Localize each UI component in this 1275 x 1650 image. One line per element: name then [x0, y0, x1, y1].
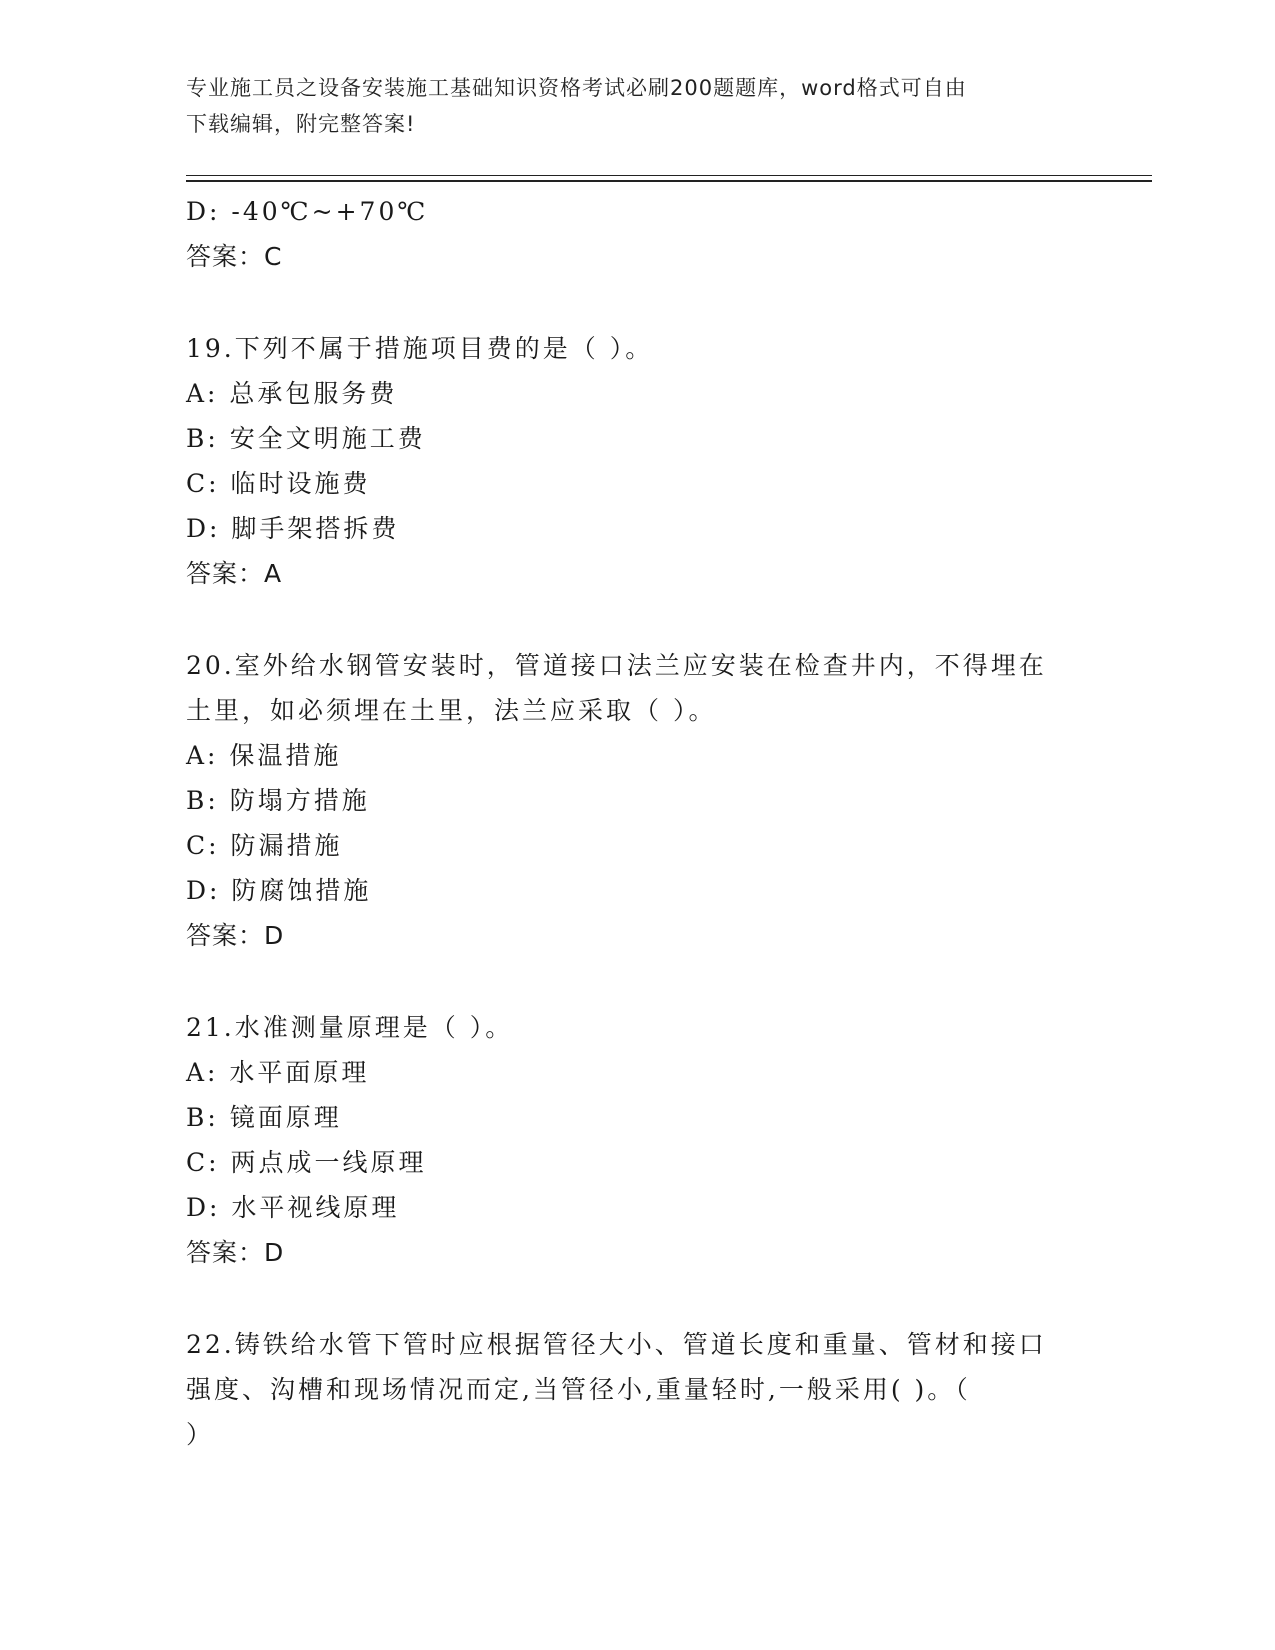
question-22	[186, 1322, 1086, 1457]
option-b: B: 安全文明施工费	[186, 424, 426, 453]
option-d: D: 脚手架搭拆费	[186, 514, 400, 543]
header-divider-thick	[186, 180, 1152, 182]
option-a: A: 总承包服务费	[186, 379, 398, 408]
option-c: C: 两点成一线原理	[186, 1148, 427, 1177]
document-header	[186, 70, 1066, 142]
option-b: B: 防塌方措施	[186, 786, 370, 815]
header-title-line-1: 专业施工员之设备安装施工基础知识资格考试必刷200题题库，word格式可自由	[186, 76, 967, 100]
question-text-line-3: ）	[186, 1420, 215, 1449]
question-content	[186, 189, 1086, 1457]
option-d: D: 防腐蚀措施	[186, 876, 372, 905]
header-title-line-2: 下载编辑，附完整答案!	[186, 112, 416, 136]
question-19	[186, 326, 1086, 596]
answer-line: 答案：C	[186, 242, 283, 271]
option-a: A: 水平面原理	[186, 1058, 370, 1087]
question-text: 19.下列不属于措施项目费的是（ ）。	[186, 334, 654, 363]
option-c: C: 防漏措施	[186, 831, 343, 860]
answer-line: 答案：D	[186, 921, 285, 950]
question-18-tail	[186, 189, 1086, 279]
question-text-line-1: 20.室外给水钢管安装时，管道接口法兰应安装在检查井内，不得埋在	[186, 651, 1047, 680]
answer-line: 答案：A	[186, 559, 283, 588]
question-text-line-1: 22.铸铁给水管下管时应根据管径大小、管道长度和重量、管材和接口	[186, 1330, 1047, 1359]
answer-line: 答案：D	[186, 1238, 285, 1267]
question-21	[186, 1005, 1086, 1275]
option-b: B: 镜面原理	[186, 1103, 342, 1132]
option-d: D: 水平视线原理	[186, 1193, 400, 1222]
option-c: C: 临时设施费	[186, 469, 371, 498]
question-text-line-2: 土里，如必须埋在土里，法兰应采取（ ）。	[186, 696, 717, 725]
option-d: D: -40℃~+70℃	[186, 197, 429, 226]
option-a: A: 保温措施	[186, 741, 342, 770]
question-text-line-2: 强度、沟槽和现场情况而定,当管径小,重量轻时,一般采用( )。（	[186, 1375, 971, 1404]
question-text: 21.水准测量原理是（ ）。	[186, 1013, 514, 1042]
header-divider-thin	[186, 175, 1152, 176]
question-20	[186, 643, 1086, 958]
